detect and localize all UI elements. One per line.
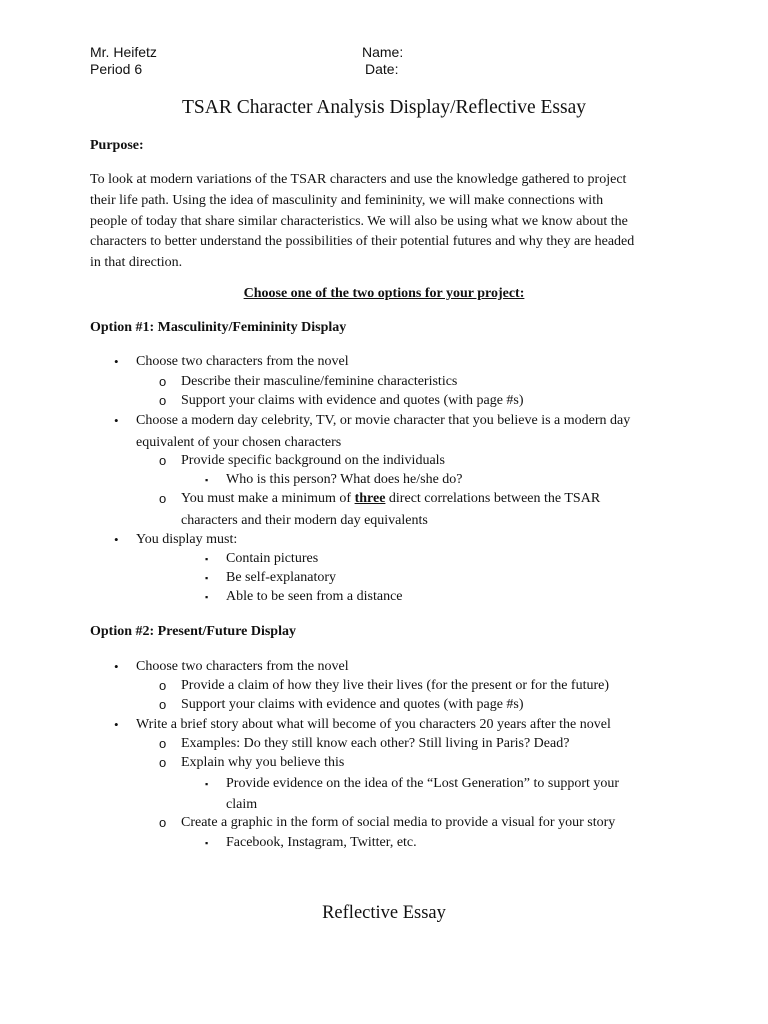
bullet-circle-icon: o (159, 393, 167, 408)
option2-subbullet: Create a graphic in the form of social media to provide a visual for your story (181, 815, 616, 830)
bullet-square-icon: ▪ (205, 779, 209, 789)
purpose-heading: Purpose: (90, 138, 144, 153)
option1-heading: Option #1: Masculinity/Femininity Display (90, 320, 347, 335)
bullet-circle-icon: o (159, 736, 167, 751)
bullet-circle-icon: o (159, 374, 167, 389)
bullet-dot-icon: • (114, 413, 119, 428)
purpose-line: in that direction. (90, 255, 183, 271)
purpose-line: characters to better understand the possibilities of their potential futures and why they are headed (90, 234, 635, 250)
bullet-square-icon: ▪ (205, 475, 209, 485)
bullet-circle-icon: o (159, 491, 167, 506)
header-left (90, 44, 157, 78)
bullet-circle-icon: o (159, 815, 167, 830)
option2-bullet: Choose two characters from the novel (136, 659, 349, 674)
option1-subbullet: Support your claims with evidence and quotes (with page #s) (181, 393, 524, 408)
bullet-circle-icon: o (159, 453, 167, 468)
option1-bullet: You display must: (136, 532, 238, 547)
option1-bullet-cont: equivalent of your chosen characters (136, 435, 342, 450)
option1-subbullet: Provide specific background on the individuals (181, 453, 445, 468)
name-label: Name: (362, 44, 404, 60)
bullet-circle-icon: o (159, 697, 167, 712)
bullet-dot-icon: • (114, 354, 119, 369)
purpose-paragraph (90, 170, 690, 274)
option1-subbullet-cont: characters and their modern day equivalents (181, 513, 428, 528)
option2-tertiary-cont: claim (226, 797, 258, 812)
option2-subbullet: Support your claims with evidence and quotes (with page #s) (181, 697, 524, 712)
option2-subbullet: Provide a claim of how they live their lives (for the present or for the future) (181, 678, 610, 693)
bullet-dot-icon: • (114, 532, 119, 547)
option1-tertiary: Able to be seen from a distance (226, 589, 403, 604)
bullet-square-icon: ▪ (205, 573, 209, 583)
text-run: direct correlations between the TSAR (385, 491, 601, 506)
option1-bullet: Choose two characters from the novel (136, 354, 349, 369)
option1-subbullet: Describe their masculine/feminine characteristics (181, 374, 458, 389)
bullet-square-icon: ▪ (205, 592, 209, 602)
bullet-square-icon: ▪ (205, 838, 209, 848)
bullet-dot-icon: • (114, 659, 119, 674)
bullet-circle-icon: o (159, 678, 167, 693)
header-right (362, 44, 403, 78)
option1-tertiary: Contain pictures (226, 551, 319, 566)
option2-bullet: Write a brief story about what will become of you characters 20 years after the novel (136, 717, 611, 732)
purpose-line: people of today that share similar characteristics. We will also be using what we know about the (90, 213, 628, 229)
page-title: TSAR Character Analysis Display/Reflective Essay (182, 97, 586, 118)
option2-tertiary: Provide evidence on the idea of the “Lost Generation” to support your (226, 776, 620, 791)
option2-subbullet: Examples: Do they still know each other? Still living in Paris? Dead? (181, 736, 570, 751)
bullet-circle-icon: o (159, 755, 167, 770)
text-run: You must make a minimum of (181, 491, 355, 506)
option1-tertiary: Who is this person? What does he/she do? (226, 472, 463, 487)
class-period: Period 6 (90, 61, 143, 77)
teacher-name: Mr. Heifetz (90, 44, 157, 60)
option1-subbullet (181, 489, 600, 509)
date-label: Date: (365, 61, 399, 77)
option2-heading: Option #2: Present/Future Display (90, 624, 296, 639)
reflective-essay-heading: Reflective Essay (322, 903, 446, 923)
emphasis-three: three (354, 491, 386, 506)
option2-subbullet: Explain why you believe this (181, 755, 345, 770)
bullet-square-icon: ▪ (205, 554, 209, 564)
option2-tertiary: Facebook, Instagram, Twitter, etc. (226, 835, 417, 850)
choose-heading: Choose one of the two options for your project: (243, 286, 525, 301)
option1-tertiary: Be self-explanatory (226, 570, 337, 585)
purpose-line: To look at modern variations of the TSAR characters and use the knowledge gathered to project (90, 172, 627, 187)
option1-bullet: Choose a modern day celebrity, TV, or movie character that you believe is a modern day (136, 413, 631, 428)
bullet-dot-icon: • (114, 717, 119, 732)
purpose-line: their life path. Using the idea of masculinity and femininity, we will make connections with (90, 192, 604, 208)
